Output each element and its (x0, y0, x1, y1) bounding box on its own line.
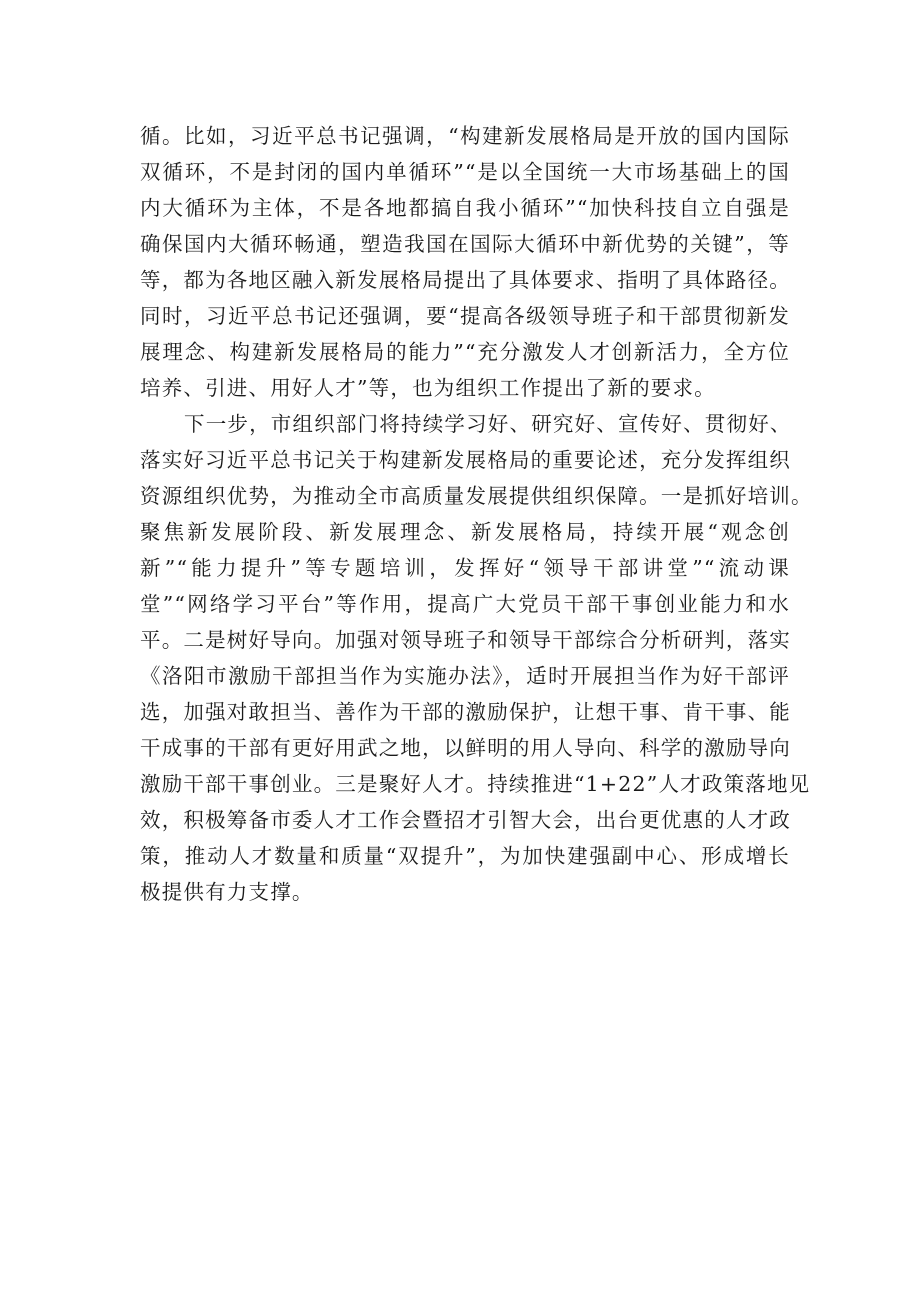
paragraph-1 (140, 118, 790, 406)
text-line: 平。二是树好导向。加强对领导班子和领导干部综合分析研判，落实 (140, 628, 791, 652)
text-line: 干成事的干部有更好用武之地，以鲜明的用人导向、科学的激励导向 (140, 736, 791, 760)
text-line: 同时，习近平总书记还强调，要“提高各级领导班子和干部贯彻新发 (140, 304, 790, 328)
text-line: 选，加强对敢担当、善作为干部的激励保护，让想干事、肯干事、能 (140, 700, 791, 724)
text-line: 展理念、构建新发展格局的能力”“充分激发人才创新活力，全方位 (140, 340, 790, 364)
text-line: 极提供有力支撑。 (140, 880, 314, 904)
text-line: 效，积极筹备市委人才工作会暨招才引智大会，出台更优惠的人才政 (140, 808, 791, 832)
text-line: 激励干部干事创业。三是聚好人才。持续推进“1+22”人才政策落地见 (140, 772, 811, 796)
text-line: 确保国内大循环畅通，塑造我国在国际大循环中新优势的关键”，等 (140, 232, 790, 256)
text-line: 培养、引进、用好人才”等，也为组织工作提出了新的要求。 (140, 376, 716, 400)
text-line: 落实好习近平总书记关于构建新发展格局的重要论述，充分发挥组织 (140, 448, 791, 472)
text-line: 新”“能力提升”等专题培训，发挥好“领导干部讲堂”“流动课 (140, 556, 790, 580)
body-text (140, 118, 813, 910)
text-line: 策，推动人才数量和质量“双提升”，为加快建强副中心、形成增长 (140, 844, 790, 868)
text-line: 等，都为各地区融入新发展格局提出了具体要求、指明了具体路径。 (140, 268, 791, 292)
text-line: 聚焦新发展阶段、新发展理念、新发展格局，持续开展“观念创 (140, 520, 790, 544)
text-line: 下一步，市组织部门将持续学习好、研究好、宣传好、贯彻好、 (184, 412, 792, 436)
text-line: 《洛阳市激励干部担当作为实施办法》，适时开展担当作为好干部评 (140, 664, 790, 688)
text-line: 资源组织优势，为推动全市高质量发展提供组织保障。一是抓好培训。 (140, 484, 813, 508)
text-line: 内大循环为主体，不是各地都搞自我小循环”“加快科技自立自强是 (140, 196, 790, 220)
paragraph-2 (140, 406, 813, 910)
text-line: 堂”“网络学习平台”等作用，提高广大党员干部干事创业能力和水 (140, 592, 790, 616)
text-line: 循。比如，习近平总书记强调，“构建新发展格局是开放的国内国际 (140, 124, 790, 148)
text-line: 双循环，不是封闭的国内单循环”“是以全国统一大市场基础上的国 (140, 160, 790, 184)
